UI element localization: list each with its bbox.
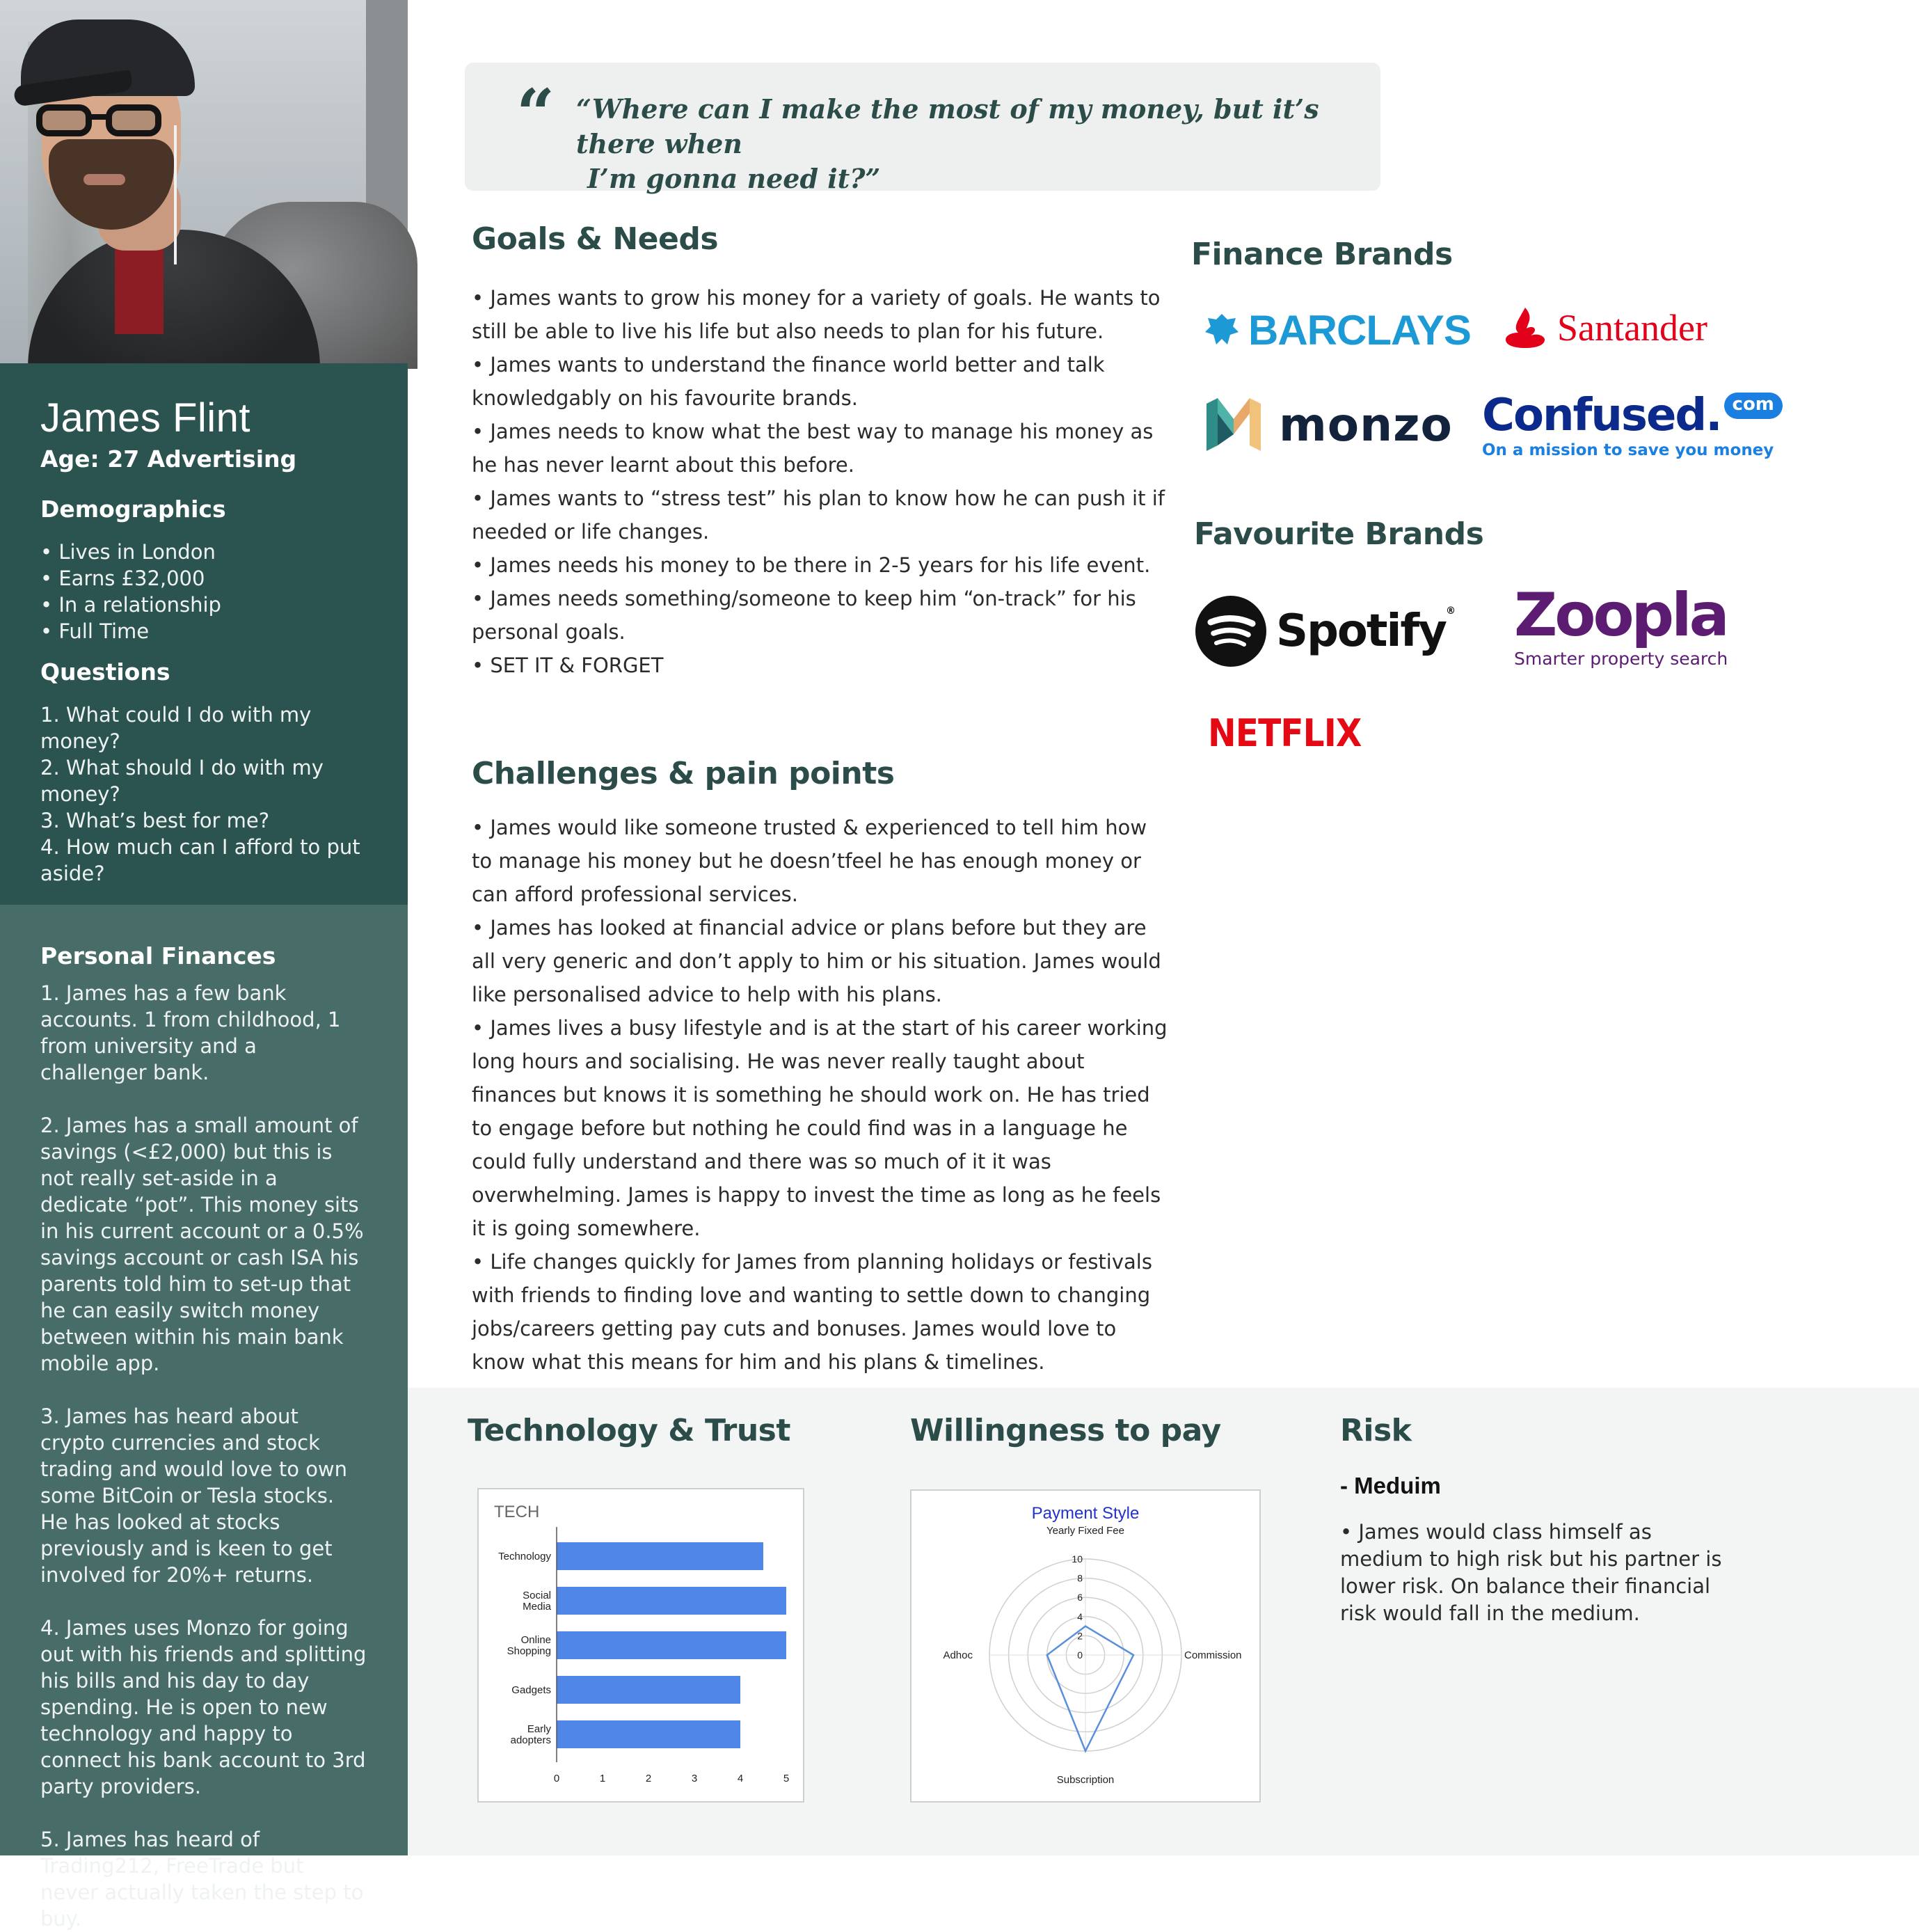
category-label: Early (527, 1723, 551, 1735)
r-tick-label: 0 (1077, 1649, 1083, 1661)
challenges-list (472, 811, 1168, 1379)
goal-item: • James wants to grow his money for a variety of goals. He wants to still be able to live his life but also needs to plan for his future. (472, 286, 1161, 343)
category-label: Shopping (507, 1645, 551, 1657)
finance-item: 3. James has heard about crypto currencies and stock trading and would love to own some BitCoin or Tesla stocks. He has looked at stocks previously and is keen to get involved for 20%+ returns. (40, 1404, 348, 1587)
favourite-brands-heading: Favourite Brands (1194, 516, 1484, 552)
santander-logo (1503, 306, 1707, 349)
spotify-registered-mark: ® (1445, 605, 1454, 617)
goal-item: • James needs to know what the best way to manage his money as he has never learnt about this before. (472, 420, 1154, 477)
tech-bar-chart-svg (479, 1489, 803, 1801)
list-item: 4. How much can I afford to put aside? (40, 835, 360, 885)
santander-flame-icon (1503, 306, 1547, 349)
challenge-item: • Life changes quickly for James from planning holidays or festivals with friends to finding love and wanting to settle down to changing jobs/careers getting pay cuts and bonuses. James would love to know what this means for him and his plans & timelines. (472, 1250, 1152, 1374)
risk-description: • James would class himself as medium to high risk but his partner is lower risk. On balance their financial risk would fall in the medium. (1340, 1520, 1722, 1625)
goal-item: • James wants to “stress test” his plan to know how he can push it if needed or life changes. (472, 486, 1165, 544)
spotify-icon (1195, 596, 1266, 667)
axis-label-right: Commission (1184, 1649, 1242, 1661)
list-item: 2. What should I do with my money? (40, 756, 324, 806)
monzo-wordmark: monzo (1279, 397, 1453, 452)
category-label: Technology (498, 1551, 551, 1562)
list-item: • In a relationship (40, 593, 221, 617)
x-tick-label: 2 (645, 1773, 652, 1784)
r-tick-label: 4 (1077, 1610, 1083, 1622)
bar (557, 1720, 740, 1748)
x-tick-label: 5 (783, 1773, 790, 1784)
list-item: 1. What could I do with my money? (40, 703, 312, 753)
zoopla-wordmark: Zoopla (1514, 580, 1727, 650)
payment-radar-chart-svg (911, 1491, 1259, 1801)
confused-wordmark: Confused. (1482, 390, 1721, 441)
barclays-eagle-icon (1202, 311, 1241, 350)
category-label: Online (520, 1634, 551, 1646)
questions-list (40, 702, 367, 887)
bar (557, 1542, 763, 1570)
x-tick-label: 3 (691, 1773, 698, 1784)
santander-wordmark: Santander (1557, 307, 1707, 349)
persona-name: James Flint (40, 395, 251, 441)
radar-series (1047, 1626, 1133, 1751)
category-label: Social (523, 1590, 551, 1601)
willingness-to-pay-heading: Willingness to pay (910, 1413, 1221, 1448)
axis-label-top: Yearly Fixed Fee (1046, 1525, 1125, 1537)
challenge-item: • James has looked at financial advice or plans before but they are all very generic and don’t apply to him or his situation. James would like personalised advice to help with his plans. (472, 916, 1161, 1006)
axis-label-bottom: Subscription (1056, 1774, 1115, 1786)
persona-age: Age: 27 Advertising (40, 445, 297, 473)
finance-item: 1. James has a few bank accounts. 1 from childhood, 1 from university and a challenger bank. (40, 981, 341, 1084)
r-tick-label: 8 (1077, 1572, 1083, 1584)
axis-label-left: Adhoc (943, 1649, 973, 1661)
finance-item: 2. James has a small amount of savings (<£2,000) but this is not really set-aside in a dedicate “pot”. This money sits in his current account or a 0.5% savings account or cash ISA his parents told him to set-up that he can easily switch money between within his main bank mobile app. (40, 1114, 364, 1375)
confused-tagline: On a mission to save you money (1482, 441, 1774, 459)
monzo-m-icon (1202, 397, 1265, 452)
confused-logo (1482, 390, 1783, 459)
category-label: Gadgets (511, 1684, 551, 1696)
finance-item: 4. James uses Monzo for going out with his friends and splitting his bills and his day to day spending. He is open to new technology and happy to connect his bank account to 3rd party providers. (40, 1616, 367, 1798)
goal-item: • SET IT & FORGET (472, 654, 664, 677)
r-tick-label: 6 (1077, 1592, 1083, 1604)
chart-title: TECH (494, 1503, 540, 1521)
challenge-item: • James lives a busy lifestyle and is at the start of his career working long hours and socialising. He was never really taught about finances but knows it is something he should work on. He has tried to engage before but nothing he could find was in a language he could fully understand and there was so much of it it was overwhelming. James is happy to invest the time as long as he feels it is going somewhere. (472, 1016, 1168, 1240)
goal-item: • James needs something/someone to keep him “on-track” for his personal goals. (472, 587, 1136, 644)
monzo-logo (1202, 397, 1453, 452)
personal-finances-heading: Personal Finances (40, 942, 276, 969)
tech-chart (477, 1488, 804, 1803)
list-item: • Lives in London (40, 540, 216, 564)
profile-photo (0, 0, 408, 363)
profile-panel (0, 363, 408, 905)
category-label: Media (523, 1601, 551, 1613)
zoopla-logo (1514, 582, 1728, 669)
x-tick-label: 1 (599, 1773, 606, 1784)
zoopla-tagline: Smarter property search (1514, 649, 1728, 669)
risk-heading: Risk (1340, 1413, 1412, 1448)
r-tick-label: 2 (1077, 1630, 1083, 1642)
risk-level: - Meduim (1340, 1473, 1441, 1498)
quote-mark-icon: “ (516, 74, 555, 153)
demographics-heading: Demographics (40, 496, 226, 523)
list-item: • Earns £32,000 (40, 567, 205, 590)
challenge-item: • James would like someone trusted & experienced to tell him how to manage his money but he doesn’tfeel he has enough money or can afford professional services. (472, 816, 1147, 906)
bar (557, 1631, 786, 1659)
finance-item: 5. James has heard of Trading212, FreeTrade but never actually taken the step to buy. (40, 1828, 364, 1931)
quote-text (576, 92, 1341, 196)
spotify-name: Spotify (1276, 605, 1446, 657)
goal-item: • James wants to understand the finance world better and talk knowledgably on his favourite brands. (472, 353, 1105, 410)
quote-line: “Where can I make the most of my money, but it’s there when (576, 93, 1319, 159)
personal-finances-panel (0, 905, 408, 1931)
goals-heading: Goals & Needs (472, 221, 719, 257)
goals-list (472, 281, 1168, 682)
r-tick-label: 10 (1072, 1553, 1083, 1565)
category-label: adopters (510, 1734, 551, 1746)
x-tick-label: 0 (553, 1773, 560, 1784)
payment-style-chart (910, 1489, 1261, 1803)
finance-brands-heading: Finance Brands (1191, 237, 1453, 272)
quote-box (465, 63, 1380, 194)
spotify-wordmark (1276, 605, 1454, 657)
spotify-logo (1195, 596, 1454, 667)
list-item: 3. What’s best for me? (40, 809, 270, 832)
barclays-logo (1202, 306, 1471, 354)
challenges-heading: Challenges & pain points (472, 756, 895, 791)
x-tick-label: 4 (737, 1773, 744, 1784)
questions-heading: Questions (40, 658, 170, 686)
chart-title: Payment Style (1031, 1504, 1140, 1523)
netflix-logo: NETFLIX (1208, 711, 1362, 755)
demographics-list (40, 539, 367, 644)
technology-trust-heading: Technology & Trust (468, 1413, 790, 1448)
list-item: • Full Time (40, 619, 150, 643)
barclays-wordmark: BARCLAYS (1248, 307, 1471, 354)
quote-line: I’m gonna need it?” (587, 163, 881, 194)
goal-item: • James needs his money to be there in 2-5 years for his life event. (472, 553, 1151, 577)
bar (557, 1587, 786, 1615)
bar (557, 1676, 740, 1704)
confused-com-badge: com (1724, 393, 1783, 419)
